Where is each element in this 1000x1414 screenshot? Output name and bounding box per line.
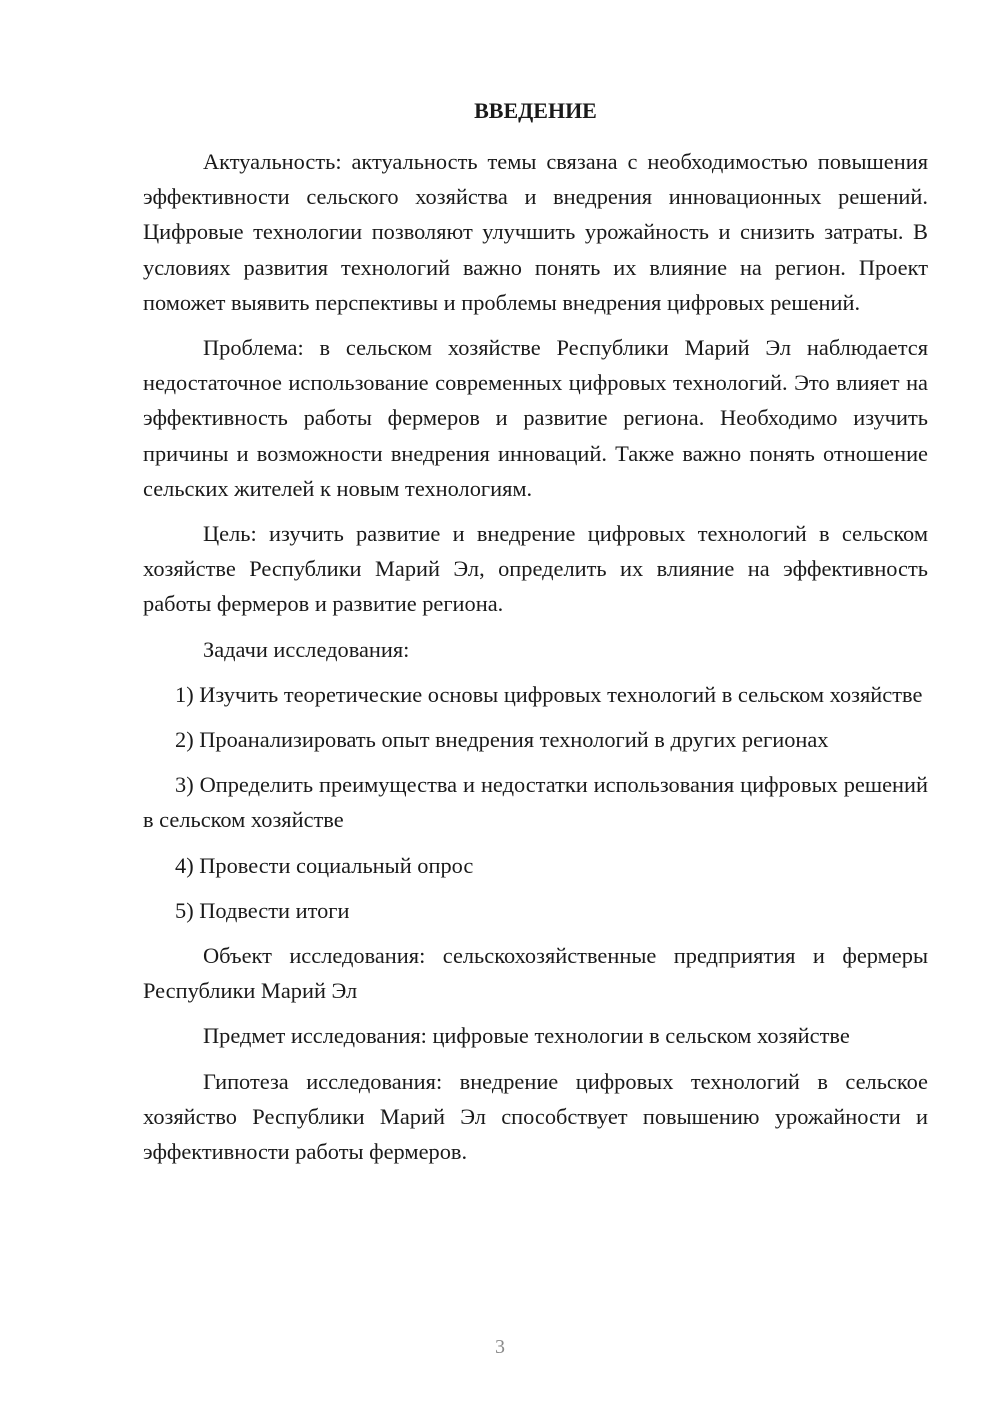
task-item-2: 2) Проанализировать опыт внедрения технологий в других регионах — [175, 727, 829, 753]
relevance-paragraph: Актуальность: актуальность темы связана с необходимостью повышения эффективности сельского хозяйства и внедрения инновационных решений. Цифровые технологии позволяют улучшить урожайность и снизить затраты. В условиях развития технологий важно понять их влияние на регион. Проект поможет выявить перспективы и проблемы внедрения цифровых решений. — [143, 149, 928, 315]
task-item-4: 4) Провести социальный опрос — [175, 852, 474, 878]
task-item-1: 1) Изучить теоретические основы цифровых технологий в сельском хозяйстве — [175, 681, 923, 707]
document-body — [143, 92, 928, 1179]
section-title: ВВЕДЕНИЕ — [474, 98, 597, 123]
task-item-5: 5) Подвести итоги — [175, 897, 350, 923]
task-item-3: 3) Определить преимущества и недостатки использования цифровых решений в сельском хозяйстве — [143, 772, 928, 833]
problem-paragraph: Проблема: в сельском хозяйстве Республики Марий Эл наблюдается недостаточное использование современных цифровых технологий. Это влияет на эффективность работы фермеров и развитие региона. Необходимо изучить причины и возможности внедрения инноваций. Также важно понять отношение сельских жителей к новым технологиям. — [143, 335, 928, 501]
object-paragraph: Объект исследования: сельскохозяйственные предприятия и фермеры Республики Марий Эл — [143, 943, 928, 1004]
tasks-heading: Задачи исследования: — [203, 636, 410, 662]
subject-paragraph: Предмет исследования: цифровые технологии в сельском хозяйстве — [203, 1023, 850, 1049]
hypothesis-paragraph: Гипотеза исследования: внедрение цифровых технологий в сельское хозяйство Республики Марий Эл способствует повышению урожайности и эффективности работы фермеров. — [143, 1068, 928, 1165]
page-number: 3 — [495, 1336, 505, 1358]
goal-paragraph: Цель: изучить развитие и внедрение цифровых технологий в сельском хозяйстве Республики Марий Эл, определить их влияние на эффективность работы фермеров и развитие региона. — [143, 521, 928, 617]
